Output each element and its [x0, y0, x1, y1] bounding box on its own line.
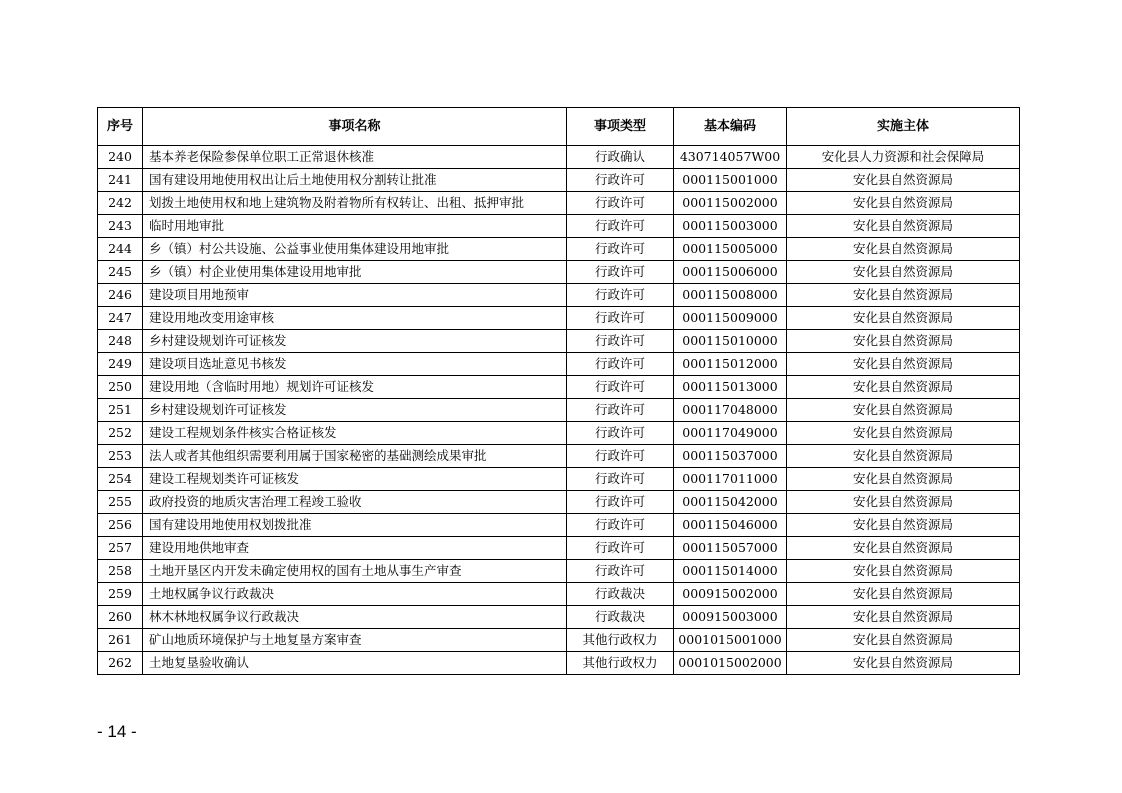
page-number: - 14 - [97, 722, 137, 741]
row-base-code: 000115009000 [674, 307, 787, 330]
header-index: 序号 [98, 108, 143, 146]
table-row [98, 238, 1020, 261]
table-row [98, 629, 1020, 652]
row-item-name: 建设用地（含临时用地）规划许可证核发 [143, 376, 567, 399]
row-index: 259 [98, 583, 143, 606]
row-index: 241 [98, 169, 143, 192]
row-index: 248 [98, 330, 143, 353]
table-row [98, 261, 1020, 284]
row-item-name: 建设用地供地审查 [143, 537, 567, 560]
table-row [98, 606, 1020, 629]
row-index: 244 [98, 238, 143, 261]
row-index: 261 [98, 629, 143, 652]
row-base-code: 000115001000 [674, 169, 787, 192]
row-item-name: 国有建设用地使用权出让后土地使用权分割转让批准 [143, 169, 567, 192]
row-item-name: 矿山地质环境保护与土地复垦方案审查 [143, 629, 567, 652]
row-item-type: 行政许可 [567, 192, 674, 215]
row-item-type: 行政许可 [567, 491, 674, 514]
row-item-name: 法人或者其他组织需要利用属于国家秘密的基础测绘成果审批 [143, 445, 567, 468]
row-index: 255 [98, 491, 143, 514]
table-row [98, 307, 1020, 330]
row-item-type: 行政许可 [567, 445, 674, 468]
row-item-name: 国有建设用地使用权划拨批准 [143, 514, 567, 537]
row-implementing-body: 安化县人力资源和社会保障局 [787, 146, 1020, 169]
row-item-name: 乡村建设规划许可证核发 [143, 330, 567, 353]
table-row [98, 514, 1020, 537]
row-implementing-body: 安化县自然资源局 [787, 560, 1020, 583]
row-item-type: 行政裁决 [567, 606, 674, 629]
row-index: 240 [98, 146, 143, 169]
row-implementing-body: 安化县自然资源局 [787, 330, 1020, 353]
table-row [98, 445, 1020, 468]
row-implementing-body: 安化县自然资源局 [787, 468, 1020, 491]
row-item-type: 行政许可 [567, 215, 674, 238]
row-index: 252 [98, 422, 143, 445]
table-header-row [98, 108, 1020, 146]
row-item-type: 行政裁决 [567, 583, 674, 606]
row-item-name: 建设项目用地预审 [143, 284, 567, 307]
row-base-code: 430714057W00 [674, 146, 787, 169]
row-implementing-body: 安化县自然资源局 [787, 399, 1020, 422]
row-index: 251 [98, 399, 143, 422]
row-item-type: 行政确认 [567, 146, 674, 169]
row-item-name: 土地复垦验收确认 [143, 652, 567, 675]
row-item-type: 其他行政权力 [567, 652, 674, 675]
table-row [98, 652, 1020, 675]
row-index: 254 [98, 468, 143, 491]
row-base-code: 0001015001000 [674, 629, 787, 652]
row-item-type: 行政许可 [567, 376, 674, 399]
table-row [98, 422, 1020, 445]
row-item-type: 行政许可 [567, 468, 674, 491]
table-row [98, 353, 1020, 376]
table-row [98, 169, 1020, 192]
row-base-code: 000115012000 [674, 353, 787, 376]
row-item-type: 行政许可 [567, 422, 674, 445]
row-implementing-body: 安化县自然资源局 [787, 629, 1020, 652]
row-item-name: 土地开垦区内开发未确定使用权的国有土地从事生产审查 [143, 560, 567, 583]
table-row [98, 284, 1020, 307]
header-item-name: 事项名称 [143, 108, 567, 146]
table-row [98, 560, 1020, 583]
row-implementing-body: 安化县自然资源局 [787, 192, 1020, 215]
row-implementing-body: 安化县自然资源局 [787, 422, 1020, 445]
row-item-name: 林木林地权属争议行政裁决 [143, 606, 567, 629]
row-implementing-body: 安化县自然资源局 [787, 376, 1020, 399]
table-row [98, 376, 1020, 399]
row-item-name: 临时用地审批 [143, 215, 567, 238]
row-item-name: 土地权属争议行政裁决 [143, 583, 567, 606]
row-item-type: 行政许可 [567, 238, 674, 261]
row-base-code: 000115008000 [674, 284, 787, 307]
header-base-code: 基本编码 [674, 108, 787, 146]
table-row [98, 399, 1020, 422]
row-implementing-body: 安化县自然资源局 [787, 514, 1020, 537]
table-row [98, 537, 1020, 560]
row-implementing-body: 安化县自然资源局 [787, 238, 1020, 261]
row-item-type: 行政许可 [567, 169, 674, 192]
table-row [98, 192, 1020, 215]
table-row [98, 146, 1020, 169]
row-implementing-body: 安化县自然资源局 [787, 353, 1020, 376]
table-row [98, 468, 1020, 491]
row-item-type: 行政许可 [567, 560, 674, 583]
row-implementing-body: 安化县自然资源局 [787, 537, 1020, 560]
header-item-type: 事项类型 [567, 108, 674, 146]
row-implementing-body: 安化县自然资源局 [787, 491, 1020, 514]
row-base-code: 000115014000 [674, 560, 787, 583]
row-item-name: 乡（镇）村企业使用集体建设用地审批 [143, 261, 567, 284]
row-item-type: 行政许可 [567, 353, 674, 376]
row-index: 246 [98, 284, 143, 307]
row-item-type: 行政许可 [567, 537, 674, 560]
header-implementing-body: 实施主体 [787, 108, 1020, 146]
row-implementing-body: 安化县自然资源局 [787, 652, 1020, 675]
row-base-code: 000115006000 [674, 261, 787, 284]
row-implementing-body: 安化县自然资源局 [787, 284, 1020, 307]
row-index: 257 [98, 537, 143, 560]
row-index: 256 [98, 514, 143, 537]
row-item-type: 行政许可 [567, 330, 674, 353]
row-item-name: 乡村建设规划许可证核发 [143, 399, 567, 422]
row-index: 253 [98, 445, 143, 468]
row-base-code: 000117049000 [674, 422, 787, 445]
table-row [98, 215, 1020, 238]
row-index: 260 [98, 606, 143, 629]
row-base-code: 000115057000 [674, 537, 787, 560]
row-item-name: 划拨土地使用权和地上建筑物及附着物所有权转让、出租、抵押审批 [143, 192, 567, 215]
row-index: 258 [98, 560, 143, 583]
row-item-type: 行政许可 [567, 307, 674, 330]
row-item-type: 行政许可 [567, 399, 674, 422]
row-implementing-body: 安化县自然资源局 [787, 583, 1020, 606]
row-index: 242 [98, 192, 143, 215]
table-row [98, 330, 1020, 353]
row-index: 249 [98, 353, 143, 376]
row-base-code: 000115002000 [674, 192, 787, 215]
row-index: 245 [98, 261, 143, 284]
row-item-name: 乡（镇）村公共设施、公益事业使用集体建设用地审批 [143, 238, 567, 261]
table-row [98, 583, 1020, 606]
row-item-name: 建设用地改变用途审核 [143, 307, 567, 330]
row-base-code: 000115005000 [674, 238, 787, 261]
row-item-type: 行政许可 [567, 261, 674, 284]
row-base-code: 000115013000 [674, 376, 787, 399]
row-implementing-body: 安化县自然资源局 [787, 307, 1020, 330]
row-implementing-body: 安化县自然资源局 [787, 445, 1020, 468]
row-base-code: 000115046000 [674, 514, 787, 537]
row-base-code: 000115042000 [674, 491, 787, 514]
row-item-type: 行政许可 [567, 514, 674, 537]
row-index: 243 [98, 215, 143, 238]
row-index: 250 [98, 376, 143, 399]
row-implementing-body: 安化县自然资源局 [787, 169, 1020, 192]
row-base-code: 000117048000 [674, 399, 787, 422]
row-implementing-body: 安化县自然资源局 [787, 215, 1020, 238]
row-item-type: 行政许可 [567, 284, 674, 307]
row-item-name: 建设项目选址意见书核发 [143, 353, 567, 376]
row-item-type: 其他行政权力 [567, 629, 674, 652]
items-table [97, 107, 1020, 675]
table-row [98, 491, 1020, 514]
row-index: 247 [98, 307, 143, 330]
row-item-name: 建设工程规划条件核实合格证核发 [143, 422, 567, 445]
row-base-code: 0001015002000 [674, 652, 787, 675]
row-implementing-body: 安化县自然资源局 [787, 261, 1020, 284]
row-implementing-body: 安化县自然资源局 [787, 606, 1020, 629]
row-base-code: 000915002000 [674, 583, 787, 606]
row-index: 262 [98, 652, 143, 675]
row-base-code: 000117011000 [674, 468, 787, 491]
row-base-code: 000115003000 [674, 215, 787, 238]
row-base-code: 000915003000 [674, 606, 787, 629]
row-base-code: 000115010000 [674, 330, 787, 353]
row-base-code: 000115037000 [674, 445, 787, 468]
row-item-name: 政府投资的地质灾害治理工程竣工验收 [143, 491, 567, 514]
table-body [98, 146, 1020, 675]
row-item-name: 建设工程规划类许可证核发 [143, 468, 567, 491]
row-item-name: 基本养老保险参保单位职工正常退休核准 [143, 146, 567, 169]
